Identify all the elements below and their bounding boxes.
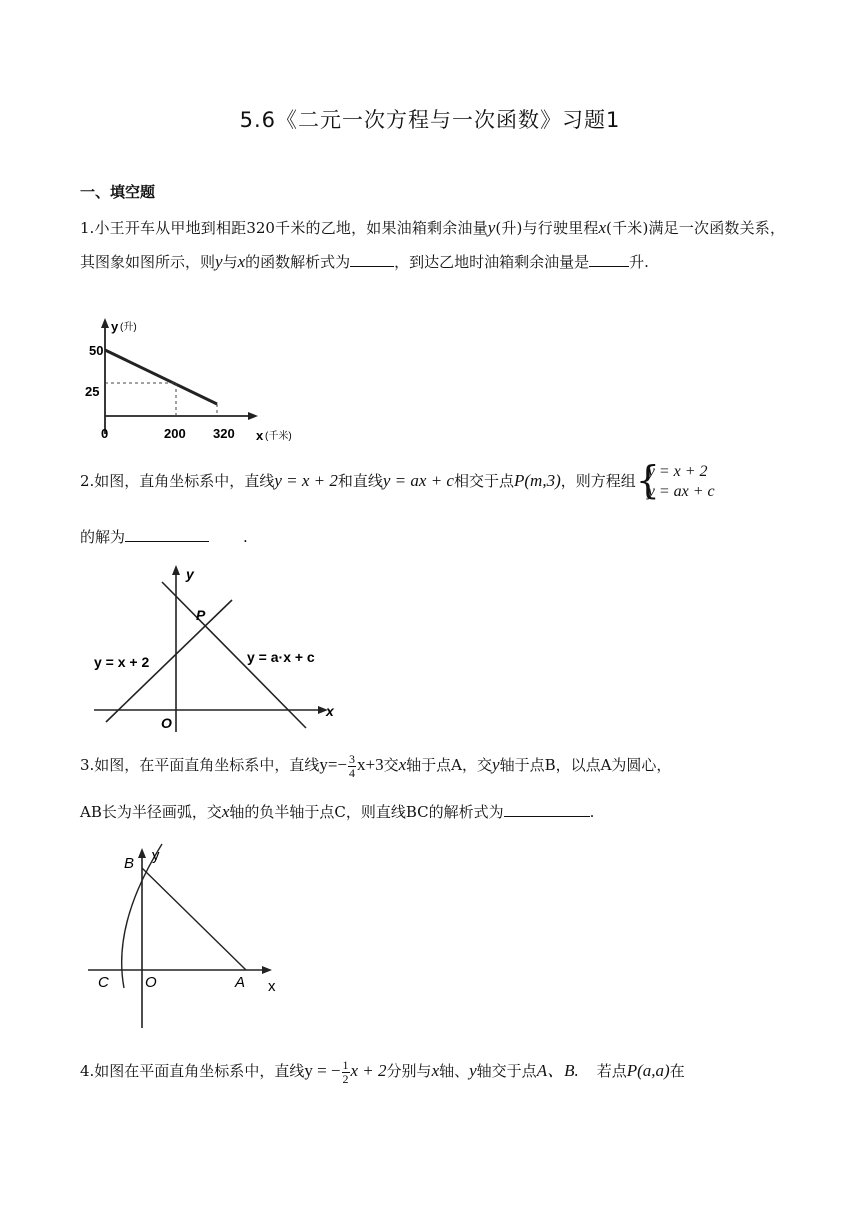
- q1-var-y: y: [487, 218, 496, 237]
- q4-fraction: [342, 1059, 350, 1086]
- q1-graph: [80, 316, 330, 448]
- q2-equation-1: y = x + 2: [274, 471, 338, 490]
- q3-text: 轴于点A，交: [406, 756, 493, 774]
- q1-y-label: y: [111, 319, 119, 334]
- question-1: [80, 211, 785, 279]
- q1-text: 1.小王开车从甲地到相距320千米的乙地，如果油箱剩余油量: [80, 219, 488, 237]
- q2-text: 和直线: [337, 472, 383, 490]
- q2-equation-2: y = ax + c: [382, 471, 454, 490]
- q4-fraction-numerator: 1: [342, 1057, 349, 1072]
- q2-brace: {: [635, 458, 660, 502]
- q4-points: A、B.: [536, 1061, 579, 1080]
- q2-text: ，则方程组: [560, 472, 636, 490]
- q3-x-arrow: [262, 966, 272, 974]
- q4-text: 分别与: [386, 1062, 432, 1080]
- q3-text: 轴的负半轴于点C，则直线BC的解析式为: [229, 803, 504, 821]
- question-2: [80, 458, 785, 502]
- q3-c-label: C: [98, 974, 109, 991]
- q4-fraction-denominator: 2: [342, 1071, 349, 1086]
- q2-equation-system: [635, 458, 715, 502]
- q2-line-2-label: y = a·x + c: [247, 649, 315, 665]
- q3-line-ab: [142, 868, 246, 970]
- q2-graph: [90, 562, 350, 738]
- q1-text: (千米)满足一次函数关系，其图象如图所示，则: [80, 219, 785, 271]
- question-3-cont: [80, 795, 785, 829]
- q3-var-x: x: [398, 755, 407, 774]
- q2-text: 相交于点: [453, 472, 514, 490]
- q1-tick-25: 25: [85, 384, 100, 399]
- q4-var-x: x: [431, 1061, 440, 1080]
- page-title: 5.6《二元一次方程与一次函数》习题1: [239, 108, 621, 132]
- q2-answer-blank[interactable]: [125, 525, 209, 542]
- q1-x-label: x: [256, 428, 264, 443]
- q4-text: 轴交于点: [476, 1062, 537, 1080]
- q2-text: .: [243, 528, 248, 546]
- q4-point: P(a,a): [626, 1061, 670, 1080]
- section-heading: 一、填空题: [80, 183, 156, 201]
- q2-text: 2.如图，直角坐标系中，直线: [80, 472, 275, 490]
- q3-var-x: x: [221, 802, 230, 821]
- q1-y-unit: (升): [120, 322, 137, 333]
- q3-text: 交: [383, 756, 399, 774]
- q1-text: 与: [222, 253, 238, 271]
- q4-text: 轴、: [439, 1062, 470, 1080]
- q1-text: ，到达乙地时油箱剩余油量是: [394, 253, 590, 271]
- q3-x-label: x: [268, 978, 276, 995]
- q3-y-arrow: [138, 848, 146, 858]
- q3-equation-lhs: y=−: [319, 755, 348, 774]
- q4-text: 4.如图在平面直角坐标系中，直线: [80, 1062, 305, 1080]
- q1-x-arrow: [248, 412, 258, 420]
- q4-text: 若点: [596, 1062, 627, 1080]
- q3-graph: [84, 840, 284, 1035]
- q2-origin-label: O: [161, 715, 172, 731]
- question-4: [80, 1054, 785, 1088]
- q3-text: AB长为半径画弧，交: [80, 803, 222, 821]
- q3-answer-blank[interactable]: [504, 800, 590, 817]
- q1-text: 升.: [629, 253, 649, 271]
- q1-var-x: x: [237, 252, 246, 271]
- q3-a-label: A: [235, 974, 246, 991]
- q1-text: 的函数解析式为: [245, 253, 351, 271]
- q1-answer-blank-1[interactable]: [350, 250, 394, 267]
- q3-text: 轴于点B，以点A为圆心，: [499, 756, 672, 774]
- q4-equation-rhs: x + 2: [350, 1061, 387, 1080]
- q4-equation-lhs: y = −: [304, 1061, 341, 1080]
- q4-var-y: y: [469, 1061, 477, 1080]
- q1-x-unit: (千米): [265, 431, 292, 442]
- q2-text: 的解为: [80, 528, 126, 546]
- q3-origin-label: O: [145, 974, 157, 991]
- question-3: [80, 748, 785, 782]
- q2-y-arrow: [172, 565, 180, 575]
- q1-text: (升)与行驶里程: [495, 219, 599, 237]
- question-2-cont: [80, 520, 785, 554]
- q3-equation-rhs: x+3: [357, 755, 384, 774]
- q1-tick-200: 200: [164, 426, 186, 441]
- q4-text: 在: [669, 1062, 685, 1080]
- q3-fraction-numerator: 3: [349, 751, 356, 766]
- q3-var-y: y: [492, 755, 500, 774]
- q1-answer-blank-2[interactable]: [589, 250, 629, 267]
- q2-point: P(m,3): [514, 471, 561, 490]
- q1-function-line: [105, 350, 217, 404]
- q2-line-1-label: y = x + 2: [94, 654, 150, 670]
- q1-y-arrow: [101, 318, 109, 328]
- q1-tick-50: 50: [89, 343, 104, 358]
- q3-text: 3.如图，在平面直角坐标系中，直线: [80, 756, 320, 774]
- q1-tick-320: 320: [213, 426, 235, 441]
- q1-tick-0: 0: [101, 426, 109, 441]
- q2-system-row-2: y = ax + c: [647, 483, 715, 500]
- q3-y-label: y: [152, 847, 160, 864]
- q3-text: .: [589, 803, 595, 821]
- q2-system-row-1: y = x + 2: [647, 463, 708, 480]
- q1-var-x: x: [598, 218, 607, 237]
- q3-fraction: [348, 753, 356, 780]
- q2-x-label: x: [326, 703, 334, 719]
- q2-point-label: P: [196, 607, 206, 623]
- q3-fraction-denominator: 4: [349, 765, 356, 780]
- q3-b-label: B: [124, 855, 135, 872]
- q2-y-label: y: [186, 566, 194, 582]
- q1-var-y: y: [215, 252, 223, 271]
